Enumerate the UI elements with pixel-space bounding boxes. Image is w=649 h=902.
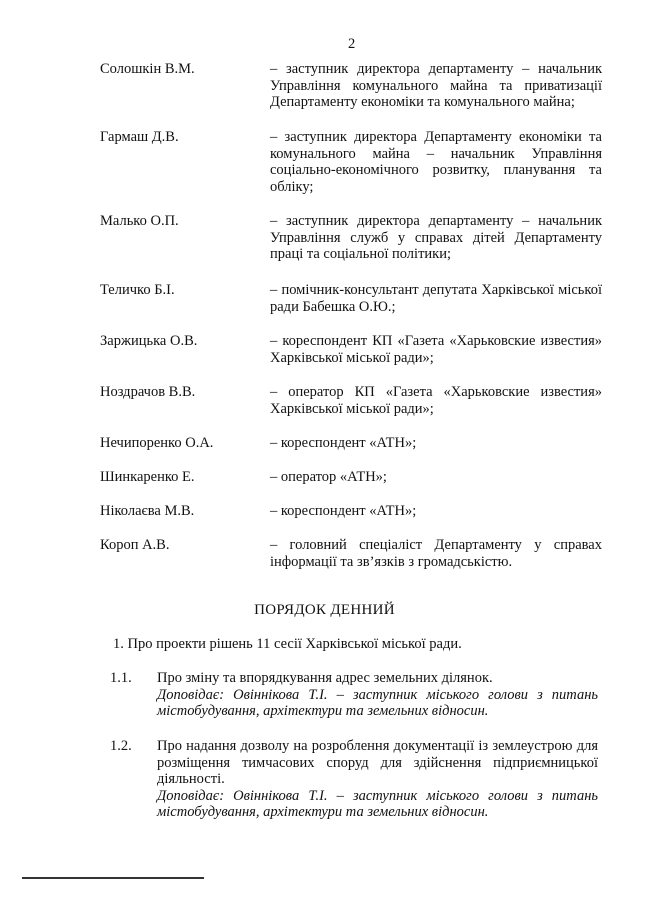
agenda-item: 1. Про проекти рішень 11 сесії Харківської міської ради. bbox=[113, 636, 462, 652]
attendee-name: Нечипоренко О.А. bbox=[100, 435, 214, 451]
subitem-number: 1.2. bbox=[110, 738, 132, 754]
attendee-role: – помічник-консультант депутата Харківської міської ради Бабешка О.Ю.; bbox=[270, 282, 602, 315]
attendee-role: – кореспондент КП «Газета «Харьковские известия» Харківської міської ради»; bbox=[270, 333, 602, 366]
subitem-body bbox=[157, 670, 598, 720]
attendee-name: Ніколаєва М.В. bbox=[100, 503, 195, 519]
attendee-role: – заступник директора департаменту – начальник Управління комунального майна та приватизації Департаменту економіки та комунального майна; bbox=[270, 61, 602, 110]
attendee-role: – заступник директора Департаменту економіки та комунального майна – начальник Управління соціально-економічного розвитку, планування та обліку; bbox=[270, 129, 602, 195]
attendee-name: Ноздрачов В.В. bbox=[100, 384, 196, 400]
subitem-text: Про надання дозволу на розроблення документації із землеустрою для розміщення тимчасових споруд для здійснення підприємницької діяльності. bbox=[157, 738, 598, 787]
agenda-title: ПОРЯДОК ДЕННИЙ bbox=[254, 602, 395, 618]
attendee-name: Гармаш Д.В. bbox=[100, 129, 179, 145]
subitem-reporter: Доповідає: Овіннікова Т.І. – заступник міського голови з питань містобудування, архітектури та земельних відносин. bbox=[157, 686, 598, 719]
subitem-text: Про зміну та впорядкування адрес земельних ділянок. bbox=[157, 670, 493, 686]
attendee-role: – головний спеціаліст Департаменту у справах інформації та зв’язків з громадськістю. bbox=[270, 537, 602, 570]
subitem-reporter: Доповідає: Овіннікова Т.І. – заступник міського голови з питань містобудування, архітектури та земельних відносин. bbox=[157, 787, 598, 820]
attendee-role: – оператор КП «Газета «Харьковские известия» Харківської міської ради»; bbox=[270, 384, 602, 417]
attendee-name: Заржицька О.В. bbox=[100, 333, 198, 349]
subitem-body bbox=[157, 738, 598, 821]
attendee-role: – кореспондент «АТН»; bbox=[270, 435, 417, 451]
attendee-name: Короп А.В. bbox=[100, 537, 170, 553]
page-number: 2 bbox=[348, 36, 356, 52]
attendee-name: Солошкін В.М. bbox=[100, 61, 195, 77]
attendee-role: – заступник директора департаменту – начальник Управління служб у справах дітей Департаменту праці та соціальної політики; bbox=[270, 213, 602, 262]
attendee-name: Малько О.П. bbox=[100, 213, 179, 229]
attendee-name: Теличко Б.І. bbox=[100, 282, 175, 298]
attendee-role: – кореспондент «АТН»; bbox=[270, 503, 417, 519]
attendee-name: Шинкаренко Е. bbox=[100, 469, 195, 485]
attendee-role: – оператор «АТН»; bbox=[270, 469, 387, 485]
subitem-number: 1.1. bbox=[110, 670, 132, 686]
footer-rule bbox=[22, 877, 204, 879]
